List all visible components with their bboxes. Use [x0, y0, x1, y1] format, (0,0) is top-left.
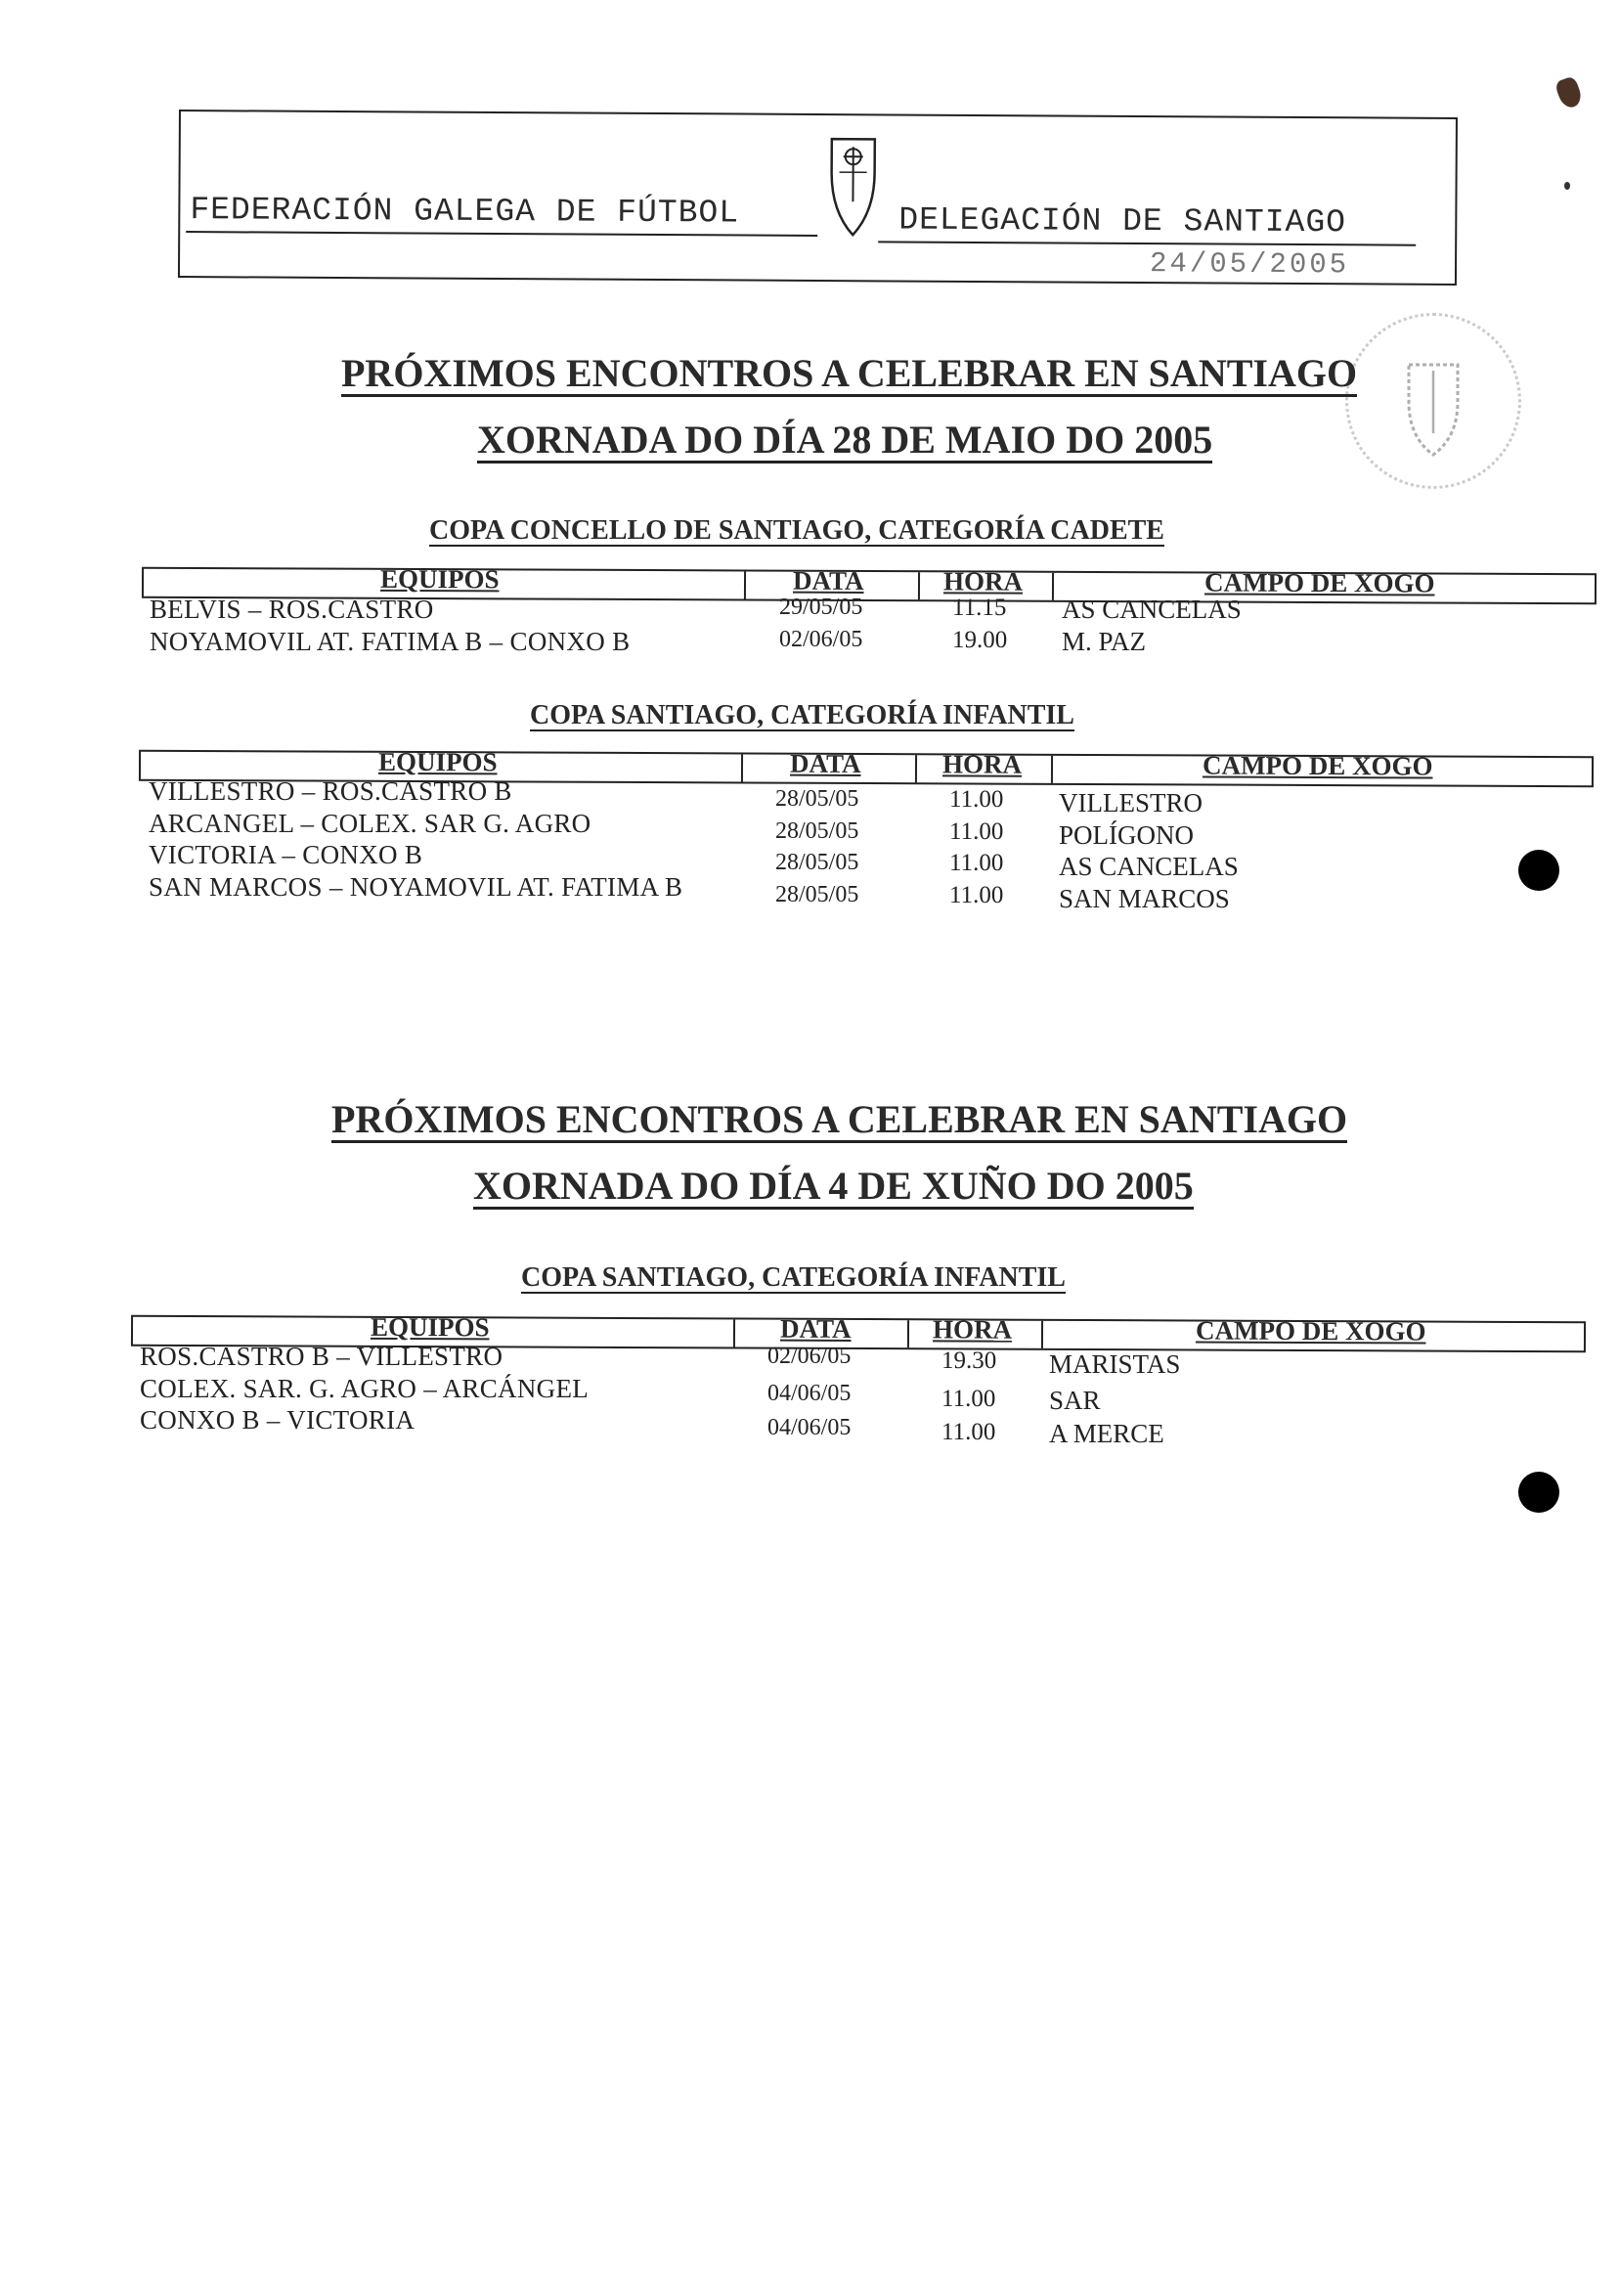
teams-cell: BELVIS – ROS.CASTRO [150, 595, 434, 624]
time-cell: 19.00 [952, 627, 1008, 653]
header-teams: EQUIPOS [379, 563, 500, 595]
date-cell: 28/05/05 [775, 818, 859, 844]
date-cell: 28/05/05 [775, 882, 859, 907]
section-subtitle: XORNADA DO DÍA 28 DE MAIO DO 2005 [477, 418, 1213, 462]
date-cell: 28/05/05 [775, 786, 859, 812]
competition-title: COPA SANTIAGO, CATEGORÍA INFANTIL [521, 1262, 1066, 1293]
stamp-seal [1345, 313, 1521, 489]
header-date: DATA [792, 565, 864, 596]
teams-cell: VILLESTRO – ROS.CASTRO B [149, 776, 512, 806]
punch-hole [1518, 1472, 1559, 1513]
date-cell: 02/06/05 [779, 627, 863, 652]
venue-cell: AS CANCELAS [1059, 852, 1239, 881]
section-title: PRÓXIMOS ENCONTROS A CELEBRAR EN SANTIAGO [331, 1097, 1348, 1141]
divider [1041, 1321, 1043, 1348]
venue-cell: M. PAZ [1062, 627, 1147, 656]
section-subtitle: XORNADA DO DÍA 4 DE XUÑO DO 2005 [473, 1164, 1194, 1208]
time-cell: 11.00 [941, 1386, 996, 1412]
delegation-name: DELEGACIÓN DE SANTIAGO [898, 201, 1347, 242]
date-cell: 28/05/05 [775, 850, 859, 875]
teams-cell: SAN MARCOS – NOYAMOVIL AT. FATIMA B [149, 872, 683, 902]
competition-title: COPA CONCELLO DE SANTIAGO, CATEGORÍA CADETE [429, 515, 1164, 546]
teams-cell: NOYAMOVIL AT. FATIMA B – CONXO B [150, 627, 631, 656]
date-cell: 04/06/05 [767, 1381, 852, 1406]
federation-crest-icon [823, 133, 883, 241]
competition-title: COPA SANTIAGO, CATEGORÍA INFANTIL [530, 700, 1074, 730]
date-cell: 29/05/05 [779, 595, 863, 620]
venue-cell: MARISTAS [1049, 1349, 1181, 1379]
teams-cell: VICTORIA – CONXO B [149, 840, 423, 869]
divider [915, 755, 917, 782]
divider [878, 241, 1416, 245]
time-cell: 11.00 [949, 818, 1004, 845]
header-date: DATA [779, 1313, 852, 1344]
document-date: 24/05/2005 [1149, 247, 1350, 282]
header-teams: EQUIPOS [377, 746, 498, 777]
crest-stamp-icon [1348, 316, 1518, 486]
divider [918, 572, 920, 599]
teams-cell: ARCANGEL – COLEX. SAR G. AGRO [149, 809, 591, 838]
time-cell: 19.30 [941, 1347, 997, 1374]
venue-cell: A MERCE [1049, 1419, 1164, 1448]
date-cell: 02/06/05 [767, 1344, 852, 1369]
punch-hole [1518, 850, 1559, 891]
divider [1052, 573, 1054, 600]
header-date: DATA [789, 748, 861, 778]
divider [744, 571, 746, 598]
header-time: HORA [941, 749, 1023, 779]
divider [741, 754, 743, 781]
time-cell: 11.00 [949, 850, 1004, 876]
teams-cell: CONXO B – VICTORIA [140, 1405, 416, 1435]
venue-cell: AS CANCELAS [1062, 595, 1242, 624]
teams-cell: ROS.CASTRO B – VILLESTRO [140, 1342, 503, 1371]
header-venue: CAMPO DE XOGO [1203, 567, 1435, 598]
header-time: HORA [932, 1314, 1013, 1345]
header-venue: CAMPO DE XOGO [1202, 750, 1433, 781]
section-title: PRÓXIMOS ENCONTROS A CELEBRAR EN SANTIAGO [341, 351, 1358, 395]
venue-cell: POLÍGONO [1059, 820, 1194, 850]
time-cell: 11.15 [952, 595, 1007, 621]
venue-cell: VILLESTRO [1059, 788, 1203, 817]
divider [907, 1320, 909, 1347]
ink-speck [1564, 182, 1570, 190]
header-time: HORA [942, 566, 1024, 596]
divider [733, 1319, 735, 1347]
venue-cell: SAN MARCOS [1059, 884, 1230, 913]
date-cell: 04/06/05 [767, 1415, 852, 1440]
header-teams: EQUIPOS [370, 1311, 490, 1343]
federation-name: FEDERACIÓN GALEGA DE FÚTBOL [190, 192, 740, 232]
ink-speck [1554, 75, 1585, 110]
teams-cell: COLEX. SAR. G. AGRO – ARCÁNGEL [140, 1374, 590, 1403]
letterhead [178, 110, 1458, 286]
venue-cell: SAR [1049, 1386, 1101, 1415]
time-cell: 11.00 [949, 786, 1004, 813]
time-cell: 11.00 [941, 1419, 996, 1445]
divider [186, 231, 817, 237]
header-venue: CAMPO DE XOGO [1195, 1315, 1426, 1347]
divider [1051, 756, 1053, 783]
time-cell: 11.00 [949, 882, 1004, 908]
